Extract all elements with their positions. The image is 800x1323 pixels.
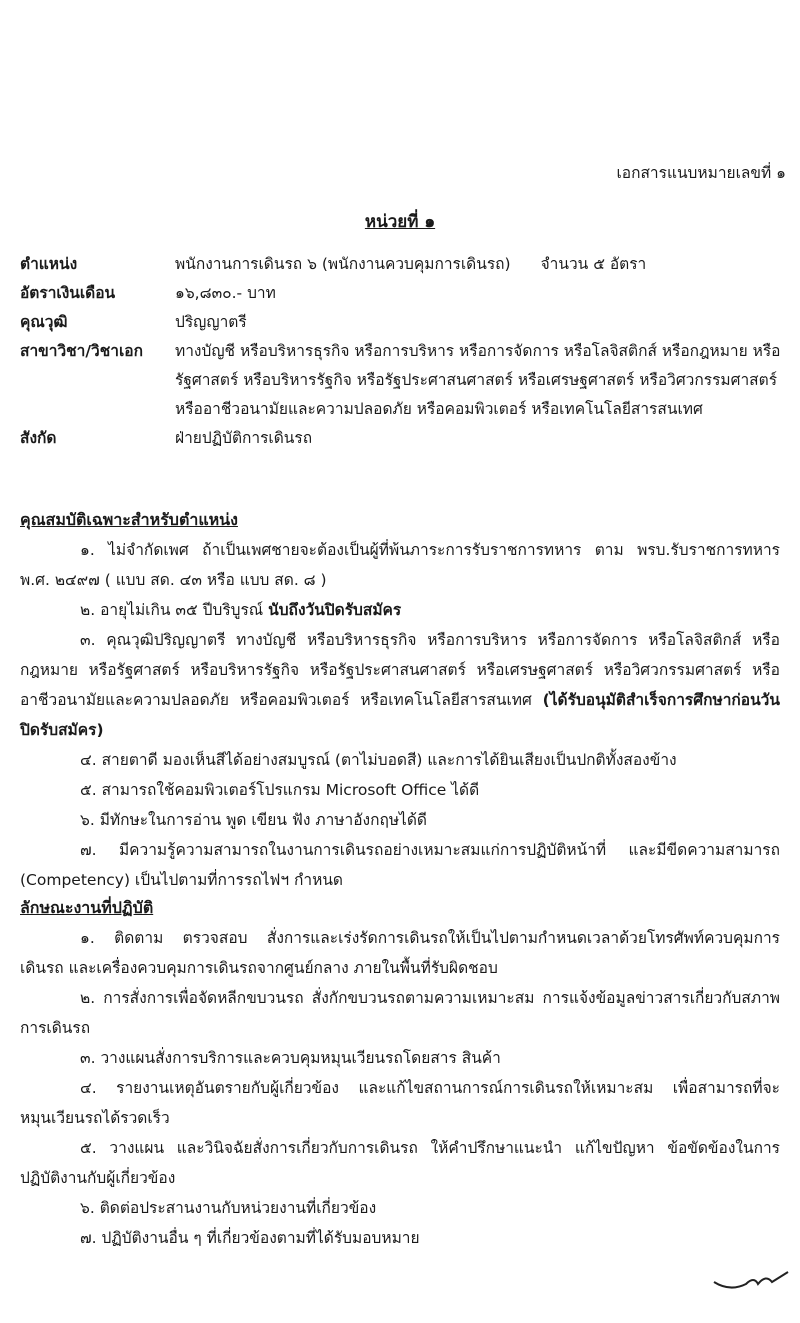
major-value: ทางบัญชี หรือบริหารธุรกิจ หรือการบริหาร หรือการจัดการ หรือโลจิสติกส์ หรือกฎหมาย หรือรัฐศาสตร์ หรือบริหารรัฐกิจ หรือรัฐประศาสนศาสตร์ หรือเศรษฐศาสตร์ หรือวิศวกรรมศาสตร์ หรืออาชีวอนามัยและความปลอดภัย หรือคอมพิวเตอร์ หรือเทคโนโลยีสารสนเทศ [175,342,781,418]
qualification-text: ๒. อายุไม่เกิน ๓๕ ปีบริบูรณ์ [80,601,269,619]
department-row [20,424,790,453]
qualification-item [20,775,780,805]
qualification-item [20,595,780,625]
qualification-text: ๓. คุณวุฒิปริญญาตรี ทางบัญชี หรือบริหารธุรกิจ หรือการบริหาร หรือการจัดการ หรือโลจิสติกส์ หรือกฎหมาย หรือรัฐศาสตร์ หรือบริหารรัฐกิจ หรือรัฐประศาสนศาสตร์ หรือเศรษฐศาสตร์ หรือวิศวกรรมศาสตร์ หรืออาชีวอนามัยและความปลอดภัย หรือคอมพิวเตอร์ หรือเทคโนโลยีสารสนเทศ [20,631,780,709]
duty-item: ๕. วางแผน และวินิจฉัยสั่งการเกี่ยวกับการเดินรถ ให้คำปรึกษาแนะนำ แก้ไขปัญหา ข้อขัดข้องในการปฏิบัติงานกับผู้เกี่ยวข้อง [20,1139,780,1187]
signature-mark [710,1262,790,1302]
qualification-item [20,835,780,895]
qualification-item [20,625,780,745]
degree-label: คุณวุฒิ [20,313,68,331]
qualification-text: ๑. ไม่จำกัดเพศ ถ้าเป็นเพศชายจะต้องเป็นผู้ที่พ้นภาระการรับราชการทหาร ตาม พรบ.รับราชการทหาร พ.ศ. ๒๔๙๗ ( แบบ สด. ๔๓ หรือ แบบ สด. ๘ ) [20,541,780,589]
qualifications-section [20,505,780,895]
duty-item: ๒. การสั่งการเพื่อจัดหลีกขบวนรถ สั่งกักขบวนรถตามความเหมาะสม การแจ้งข้อมูลข่าวสารเกี่ยวกับสภาพการเดินรถ [20,989,780,1037]
qualification-text: ๔. สายตาดี มองเห็นสีได้อย่างสมบูรณ์ (ตาไม่บอดสี) และการได้ยินเสียงเป็นปกติทั้งสองข้าง [80,751,677,769]
salary-value: ๑๖,๘๓๐.- บาท [175,284,276,302]
duty-item: ๗. ปฏิบัติงานอื่น ๆ ที่เกี่ยวข้องตามที่ได้รับมอบหมาย [80,1229,420,1247]
major-label: สาขาวิชา/วิชาเอก [20,342,143,360]
qualification-text: ๖. มีทักษะในการอ่าน พูด เขียน ฟัง ภาษาอังกฤษได้ดี [80,811,427,829]
major-row [20,337,790,424]
attachment-reference: เอกสารแนบหมายเลขที่ ๑ [616,164,786,182]
qualifications-heading: คุณสมบัติเฉพาะสำหรับตำแหน่ง [20,510,238,529]
qualification-emphasis: (ได้รับอนุมัติสำเร็จการศึกษาก่อนวันปิดรับสมัคร) [20,691,780,739]
qualification-text: ๕. สามารถใช้คอมพิวเตอร์โปรแกรม Microsoft Office ได้ดี [80,781,480,799]
position-info [20,250,790,453]
qualification-item [20,745,780,775]
salary-label: อัตราเงินเดือน [20,284,116,302]
department-value: ฝ่ายปฏิบัติการเดินรถ [175,429,313,447]
degree-row [20,308,790,337]
position-count: จำนวน ๕ อัตรา [540,255,647,273]
position-label: ตำแหน่ง [20,255,78,273]
degree-value: ปริญญาตรี [175,313,247,331]
duty-item: ๓. วางแผนสั่งการบริการและควบคุมหมุนเวียนรถโดยสาร สินค้า [80,1049,501,1067]
position-value: พนักงานการเดินรถ ๖ (พนักงานควบคุมการเดินรถ) [175,255,511,273]
duties-section [20,893,780,1253]
duties-heading: ลักษณะงานที่ปฏิบัติ [20,898,154,917]
qualification-emphasis: นับถึงวันปิดรับสมัคร [268,601,402,619]
duty-item: ๖. ติดต่อประสานงานกับหน่วยงานที่เกี่ยวข้อง [80,1199,377,1217]
position-row [20,250,790,279]
qualification-text: ๗. มีความรู้ความสามารถในงานการเดินรถอย่างเหมาะสมแก่การปฏิบัติหน้าที่ และมีขีดความสามารถ (Competency) เป็นไปตามที่การรถไฟฯ กำหนด [20,841,780,889]
salary-row [20,279,790,308]
duty-item: ๑. ติดตาม ตรวจสอบ สั่งการและเร่งรัดการเดินรถให้เป็นไปตามกำหนดเวลาด้วยโทรศัพท์ควบคุมการเดินรถ และเครื่องควบคุมการเดินรถจากศูนย์กลาง ภายในพื้นที่รับผิดชอบ [20,929,780,977]
page-title: หน่วยที่ ๑ [364,212,436,232]
qualification-item [20,805,780,835]
duty-item: ๔. รายงานเหตุอันตรายกับผู้เกี่ยวข้อง และแก้ไขสถานการณ์การเดินรถให้เหมาะสม เพื่อสามารถที่จะหมุนเวียนรถได้รวดเร็ว [20,1079,780,1127]
qualification-item [20,535,780,595]
department-label: สังกัด [20,429,57,447]
